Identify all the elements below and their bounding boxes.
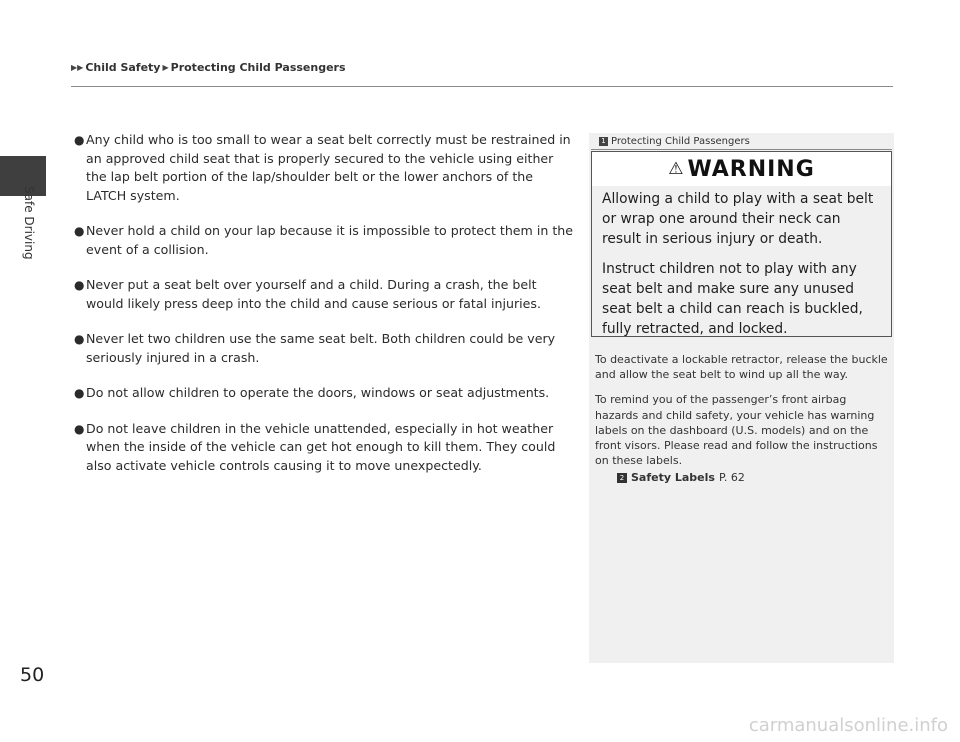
list-item-text: Never hold a child on your lap because it is impossible to protect them in the event of a collision. [86,223,573,257]
list-item [74,384,574,403]
main-bullet-list [74,131,574,492]
reference-label: Safety Labels [631,471,715,485]
safety-labels-reference-link[interactable] [617,470,890,485]
note-paragraph: To deactivate a lockable retractor, release the buckle and allow the seat belt to wind up all the way. [595,353,888,382]
warning-triangle-icon: ⚠ [668,159,684,179]
breadcrumb-item-child-safety[interactable]: Child Safety [85,61,161,74]
list-item [74,131,574,205]
breadcrumb-arrow-icon: ▶▶ [71,63,84,72]
bullet-icon: ● [74,332,85,346]
watermark: carmanualsonline.info [748,715,948,736]
list-item [74,330,574,367]
sidebar-divider [591,149,892,150]
section-label: Safe Driving [22,186,36,260]
sidebar-notes [595,352,890,485]
warning-header [592,152,891,186]
breadcrumb-item-protecting-child-passengers[interactable]: Protecting Child Passengers [170,61,346,74]
sidebar-panel [589,133,894,663]
warning-box [591,151,892,337]
list-item [74,420,574,476]
list-item-text: Do not allow children to operate the doors, windows or seat adjustments. [86,385,550,400]
warning-heading: WARNING [687,156,815,182]
sidebar-title [599,136,750,147]
sidebar-title-text: Protecting Child Passengers [611,136,750,147]
list-item [74,276,574,313]
note-paragraph: To remind you of the passenger’s front airbag hazards and child safety, your vehicle has warning labels on the dashboard (U.S. models) and on the front visors. Please read and follow the instructions on these labels. [595,393,878,468]
bullet-icon: ● [74,386,85,400]
warning-paragraph: Instruct children not to play with any seat belt and make sure any unused seat belt a child can reach is buckled, fully retracted, and locked. [602,261,863,337]
list-item-text: Never put a seat belt over yourself and a child. During a crash, the belt would likely press deep into the child and cause serious or fatal injuries. [86,277,541,311]
bullet-icon: ● [74,421,85,436]
note-marker-icon: 1 [599,137,608,146]
list-item [74,222,574,259]
breadcrumb-arrow-icon: ▶ [162,63,169,72]
list-item-text: Never let two children use the same seat belt. Both children could be very seriously injured in a crash. [86,331,556,365]
bullet-icon: ● [74,278,85,292]
page-number: 50 [20,664,45,686]
list-item-text: Do not leave children in the vehicle unattended, especially in hot weather when the inside of the vehicle can get hot enough to kill them. They could also activate vehicle controls causing it to move unexpectedly. [86,420,556,473]
list-item-text: Any child who is too small to wear a seat belt correctly must be restrained in an approved child seat that is properly secured to the vehicle using either the lap belt portion of the lap/shoulder belt or the lower anchors of the LATCH system. [86,132,571,203]
warning-paragraph: Allowing a child to play with a seat belt or wrap one around their neck can result in serious injury or death. [602,191,874,247]
reference-arrow-icon: 2 [617,473,627,483]
bullet-icon: ● [74,224,85,238]
header-divider [71,86,893,87]
bullet-icon: ● [74,133,85,147]
breadcrumb [71,61,346,74]
warning-body [592,186,891,336]
reference-page: P. 62 [718,471,745,485]
